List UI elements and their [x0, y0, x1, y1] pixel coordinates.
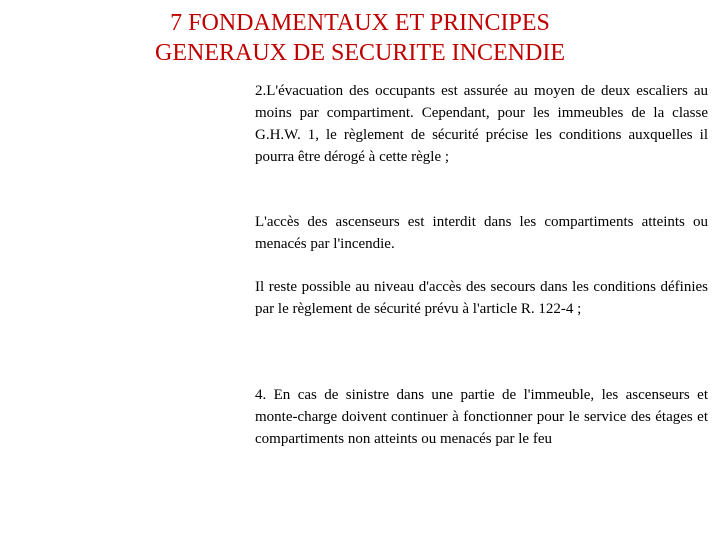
paragraph-evacuation: 2.L'évacuation des occupants est assurée au moyen de deux escaliers au moins par compartiment. Cependant, pour les immeubles de la classe G.H.W. 1, le règlement de sécurité précise les conditions auxquelles il pourra être dérogé à cette règle ; [255, 83, 708, 165]
paragraph-elevators-fire: 4. En cas de sinistre dans une partie de l'immeuble, les ascenseurs et monte-charge doivent continuer à fonctionner pour le service des étages et compartiments non atteints ou menacés par le feu [255, 387, 708, 447]
paragraph-rescue-access: Il reste possible au niveau d'accès des secours dans les conditions définies par le règlement de sécurité prévu à l'article R. 122-4 ; [255, 279, 708, 317]
page-title [100, 8, 620, 68]
title-line-2: GENERAUX DE SECURITE INCENDIE [155, 40, 565, 66]
body-text [255, 80, 708, 450]
title-line-1: 7 FONDAMENTAUX ET PRINCIPES [170, 10, 550, 36]
paragraph-elevator-access: L'accès des ascenseurs est interdit dans les compartiments atteints ou menacés par l'incendie. [255, 214, 708, 252]
